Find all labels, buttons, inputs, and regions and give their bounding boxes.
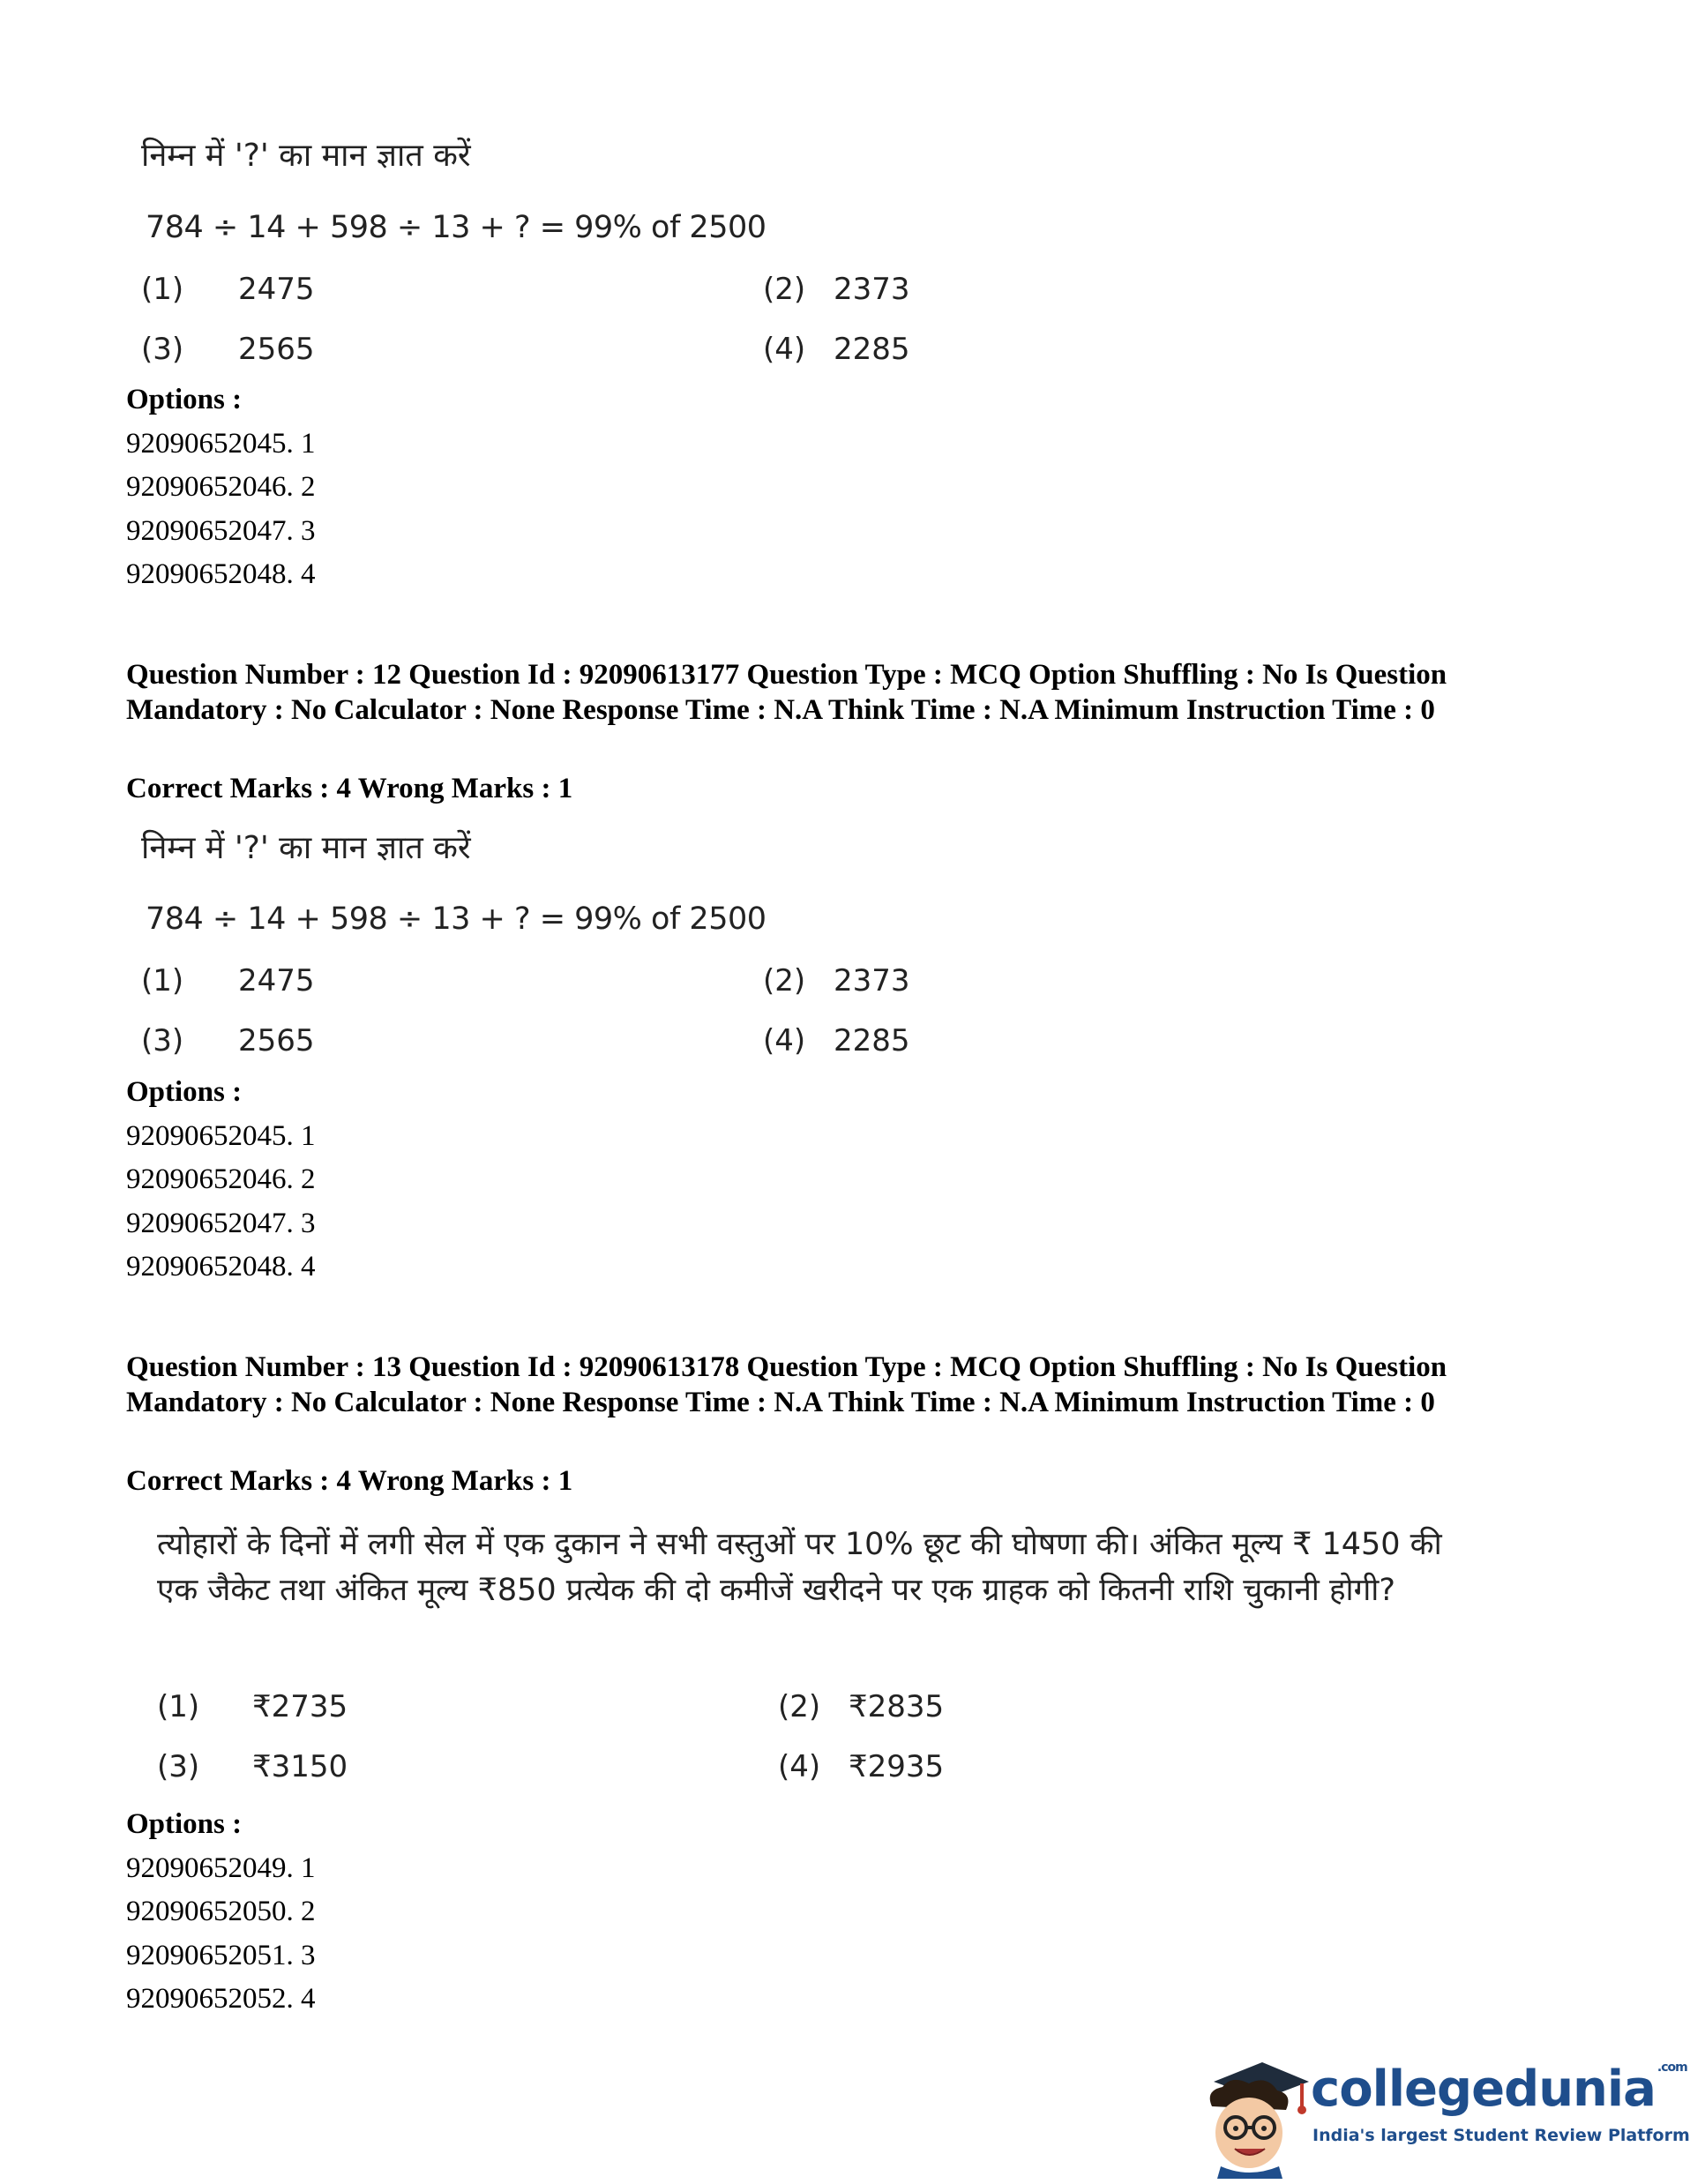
question-equation: 784 ÷ 14 + 598 ÷ 13 + ? = 99% of 2500 (146, 901, 766, 937)
marks-info: Correct Marks : 4 Wrong Marks : 1 (126, 773, 573, 804)
option-id-2: 92090652050. 2 (126, 1896, 316, 1927)
choice-3: (3) 2565 (141, 1023, 315, 1058)
option-id-4: 92090652048. 4 (126, 558, 316, 590)
marks-info: Correct Marks : 4 Wrong Marks : 1 (126, 1465, 573, 1497)
option-id-4: 92090652048. 4 (126, 1251, 316, 1283)
brand-tagline: India's largest Student Review Platform (1312, 2126, 1690, 2145)
choice-2: (2) 2373 (763, 963, 910, 999)
choice-4: (4) ₹2935 (778, 1749, 945, 1784)
option-id-1: 92090652045. 1 (126, 428, 316, 460)
option-id-3: 92090652047. 3 (126, 1208, 316, 1239)
option-id-3: 92090652051. 3 (126, 1940, 316, 1971)
question-text: त्योहारों के दिनों में लगी सेल में एक दुकान ने सभी वस्तुओं पर 10% छूट की घोषणा की। अंकित मूल्य ₹ 1450 की एक जैकेट तथा अंकित मूल्य ₹850 प्रत्येक की दो कमीजें खरीदने पर एक ग्राहक को कितनी राशि चुकानी होगी? (157, 1527, 1442, 1608)
question-prompt: निम्न में '?' का मान ज्ञात करें (141, 830, 471, 866)
choice-2: (2) 2373 (763, 272, 910, 307)
choice-1: (1) 2475 (141, 272, 315, 307)
question-equation: 784 ÷ 14 + 598 ÷ 13 + ? = 99% of 2500 (146, 210, 766, 245)
choice-4: (4) 2285 (763, 332, 910, 367)
question-meta: Question Number : 12 Question Id : 92090613177 Question Type : MCQ Option Shuffling : No Is Question Mandatory : No Calculator : None Response Time : N.A Think Time : N.A Minimum Instruction Time : 0 (126, 659, 1447, 726)
options-label: Options : (126, 1808, 243, 1840)
choice-3: (3) 2565 (141, 332, 315, 367)
choice-4: (4) 2285 (763, 1023, 910, 1058)
option-id-1: 92090652049. 1 (126, 1852, 316, 1884)
choice-1: (1) ₹2735 (157, 1689, 348, 1724)
options-label: Options : (126, 384, 243, 415)
choice-3: (3) ₹3150 (157, 1749, 348, 1784)
option-id-2: 92090652046. 2 (126, 1163, 316, 1195)
choice-1: (1) 2475 (141, 963, 315, 999)
option-id-2: 92090652046. 2 (126, 471, 316, 503)
options-label: Options : (126, 1076, 243, 1108)
choice-2: (2) ₹2835 (778, 1689, 945, 1724)
collegedunia-logo (1196, 2055, 1690, 2179)
question-prompt: निम्न में '?' का मान ज्ञात करें (141, 138, 471, 174)
option-id-3: 92090652047. 3 (126, 515, 316, 547)
mascot-icon (1196, 2055, 1311, 2179)
option-id-4: 92090652052. 4 (126, 1983, 316, 2015)
question-meta: Question Number : 13 Question Id : 92090613178 Question Type : MCQ Option Shuffling : No Is Question Mandatory : No Calculator : None Response Time : N.A Think Time : N.A Minimum Instruction Time : 0 (126, 1351, 1447, 1418)
option-id-1: 92090652045. 1 (126, 1120, 316, 1152)
brand-name: collegedunia $^{.com}$ (1311, 2061, 1687, 2118)
